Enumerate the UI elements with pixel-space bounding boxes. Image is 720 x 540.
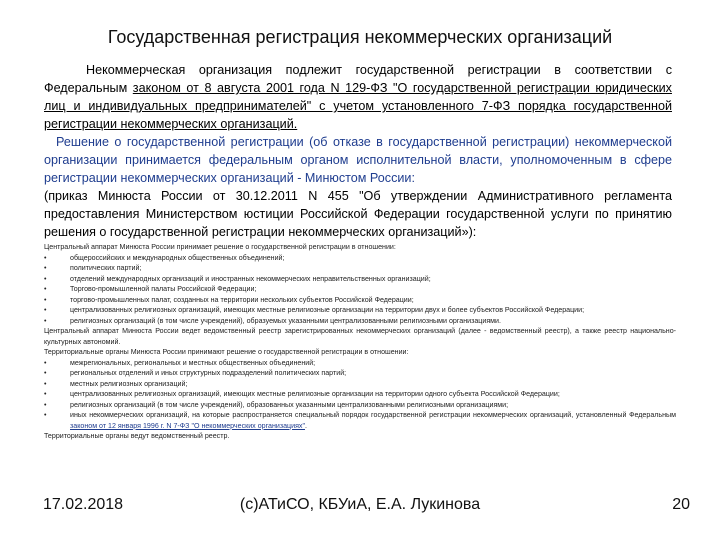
bullet-icon: • <box>44 264 47 272</box>
small-text-block <box>44 242 676 442</box>
paragraph-decision: Решение о государственной регистрации (об отказе в государственной регистрации) некоммерческой организации принимается федеральным органом исполнительной власти, уполномоченным в сфере регистрации некоммерческих организаций - Минюстом России: <box>44 135 672 185</box>
bullet-icon: • <box>44 358 47 367</box>
bullet-icon: • <box>44 411 47 419</box>
bullet-icon: • <box>44 400 47 409</box>
territorial-list <box>44 358 676 432</box>
footer-date: 17.02.2018 <box>43 496 124 513</box>
list-item: • межрегиональных, региональных и местных общественных объединений; <box>44 358 316 367</box>
bullet-icon: • <box>44 253 47 262</box>
list-item: • централизованных религиозных организаций, имеющих местные религиозные организации на территории одного субъекта Российской Федерации; <box>44 390 560 398</box>
bullet-icon: • <box>44 285 47 293</box>
list-item: • иных некоммерческих организаций, на которые распространяется специальный порядок государственной регистрации некоммерческих организаций, установленный Федеральным законом от 12 января 1996 г. N 7-ФЗ "О некоммерческих организациях". <box>44 411 676 430</box>
territorial-intro: Территориальные органы Минюста России принимают решение о государственной регистрации в отношении: <box>44 348 409 356</box>
central-intro: Центральный аппарат Минюста России принимает решение о государственной регистрации в отношении: <box>44 243 396 251</box>
bullet-icon: • <box>44 295 47 304</box>
territorial-registry-note: Территориальные органы ведут ведомственный реестр. <box>44 432 230 440</box>
list-item: • политических партий; <box>44 264 142 272</box>
paragraph-order: (приказ Минюста России от 30.12.2011 N 455 "Об утверждении Административного регламента предоставления Министерством юстиции Российской Федерации государственной услуги по принятию решения о государственной регистрации некоммерческих организаций»): <box>44 189 672 239</box>
paragraph-law-start: Некоммерческая организация подлежит государственной регистрации в соответствии с Федеральным <box>44 63 672 95</box>
central-registry-note: Центральный аппарат Минюста России ведет ведомственный реестр зарегистрированных некоммерческих организаций (далее - ведомственный реестр), а также реестр национально-культурных автономий. <box>44 327 676 346</box>
nko-law-link[interactable]: законом от 12 января 1996 г. N 7-ФЗ "О некоммерческих организациях" <box>70 421 305 430</box>
law-link[interactable]: законом от 8 августа 2001 года N 129-ФЗ "О государственной регистрации юридических лиц и индивидуальных предпринимателей" с учетом установленного 7-ФЗ порядка государственной регистрации некоммерческих организаций. <box>44 81 672 131</box>
bullet-icon: • <box>44 306 47 314</box>
main-text <box>44 61 672 241</box>
list-item: • религиозных организаций (в том числе учреждений), образованных указанными централизованными религиозными организациями; <box>44 400 509 409</box>
list-item: • религиозных организаций (в том числе учреждений), образуемых указанными централизованными религиозными организациями. <box>44 316 501 325</box>
list-item: • торгово-промышленных палат, созданных на территории нескольких субъектов Российской Федерации; <box>44 295 414 304</box>
slide-title: Государственная регистрация некоммерческих организаций <box>107 27 613 47</box>
list-item: • местных религиозных организаций; <box>44 379 188 388</box>
list-item: • общероссийских и международных общественных объединений; <box>44 253 285 262</box>
bullet-icon: • <box>44 390 47 398</box>
list-item: • отделений международных организаций и иностранных некоммерческих неправительственных организаций; <box>44 274 431 283</box>
central-list <box>44 253 676 327</box>
footer-author: (c)АТиСО, КБУиА, Е.А. Лукинова <box>239 496 481 513</box>
bullet-icon: • <box>44 379 47 388</box>
paragraph-law <box>44 61 672 133</box>
list-item: • Торгово-промышленной палаты Российской Федерации; <box>44 285 257 293</box>
bullet-icon: • <box>44 369 47 377</box>
bullet-icon: • <box>44 274 47 283</box>
list-item: • централизованных религиозных организаций, имеющих местные религиозные организации на территории двух и более субъектов Российской Федерации; <box>44 306 585 314</box>
list-item: • региональных отделений и иных структурных подразделений политических партий; <box>44 369 347 377</box>
footer-page-number: 20 <box>672 496 690 513</box>
bullet-icon: • <box>44 316 47 325</box>
